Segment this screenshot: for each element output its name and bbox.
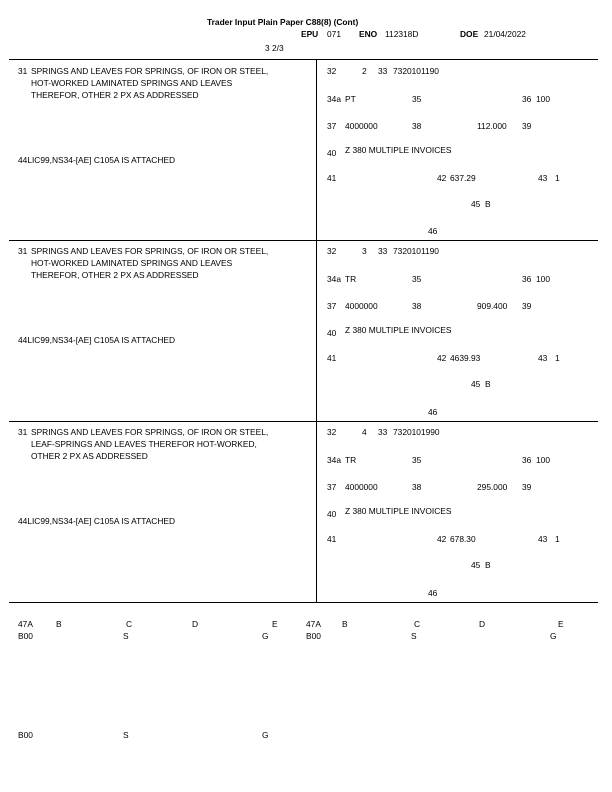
box38-label: 38 xyxy=(412,482,422,492)
box41-label: 41 xyxy=(327,534,337,544)
box34a-label: 34a xyxy=(327,455,341,465)
item-number: 2 xyxy=(362,66,367,76)
box31-label: 31 xyxy=(18,427,28,437)
mop-cell: S xyxy=(123,730,129,740)
box32-label: 32 xyxy=(327,427,337,437)
box47a-label: 47A xyxy=(18,619,33,629)
box42-label: 42 xyxy=(437,353,447,363)
box46-label: 46 xyxy=(428,407,438,417)
tax-type-cell: B00 xyxy=(18,631,33,641)
item-price: 637.29 xyxy=(450,173,476,183)
box38-label: 38 xyxy=(412,121,422,131)
box42-label: 42 xyxy=(437,173,447,183)
box45-label: 45 xyxy=(471,560,481,570)
commodity-code: 7320101190 xyxy=(393,66,439,76)
box45-value: B xyxy=(485,560,491,570)
box34a-label: 34a xyxy=(327,94,341,104)
box38-label: 38 xyxy=(412,301,422,311)
mop-cell: S xyxy=(123,631,129,641)
previous-document: Z 380 MULTIPLE INVOICES xyxy=(345,145,452,155)
box46-label: 46 xyxy=(428,588,438,598)
box31-label: 31 xyxy=(18,66,28,76)
box32-label: 32 xyxy=(327,66,337,76)
procedure-code: 4000000 xyxy=(345,121,378,131)
net-mass: 909.400 xyxy=(477,301,508,311)
col-e-header: E xyxy=(272,619,278,629)
box46-label: 46 xyxy=(428,226,438,236)
box39-label: 39 xyxy=(522,301,532,311)
box33-label: 33 xyxy=(378,427,388,437)
epu-label: EPU xyxy=(301,29,319,39)
box42-label: 42 xyxy=(437,534,447,544)
country-of-origin: TR xyxy=(345,274,357,284)
goods-description-line: SPRINGS AND LEAVES FOR SPRINGS, OF IRON OR STEEL, xyxy=(31,246,269,256)
previous-document: Z 380 MULTIPLE INVOICES xyxy=(345,325,452,335)
eno-value: 112318D xyxy=(385,29,419,39)
box45-value: B xyxy=(485,379,491,389)
box36-value: 100 xyxy=(536,274,550,284)
box44-additional-info: 44LIC99,NS34-[AE] C105A IS ATTACHED xyxy=(18,335,176,345)
item-price: 4639.93 xyxy=(450,353,481,363)
goods-description-line: HOT-WORKED LAMINATED SPRINGS AND LEAVES xyxy=(31,258,233,268)
box43-label: 43 xyxy=(538,534,548,544)
item-divider xyxy=(316,59,317,241)
box43-label: 43 xyxy=(538,353,548,363)
form-title: Trader Input Plain Paper C88(8) (Cont) xyxy=(207,17,359,27)
mop-code-cell: G xyxy=(550,631,557,641)
goods-description-line: OTHER 2 PX AS ADDRESSED xyxy=(31,451,148,461)
item-separator xyxy=(9,421,598,422)
tax-type-cell: B00 xyxy=(306,631,321,641)
goods-description-line: THEREFOR, OTHER 2 PX AS ADDRESSED xyxy=(31,270,199,280)
net-mass: 295.000 xyxy=(477,482,508,492)
commodity-code: 7320101190 xyxy=(393,246,439,256)
epu-value: 071 xyxy=(327,29,341,39)
box32-label: 32 xyxy=(327,246,337,256)
goods-description-line: SPRINGS AND LEAVES FOR SPRINGS, OF IRON OR STEEL, xyxy=(31,427,269,437)
box47a-label: 47A xyxy=(306,619,321,629)
box37-label: 37 xyxy=(327,482,337,492)
box33-label: 33 xyxy=(378,246,388,256)
col-c-header: C xyxy=(126,619,133,629)
item-price: 678.30 xyxy=(450,534,476,544)
box37-label: 37 xyxy=(327,121,337,131)
box43-value: 1 xyxy=(555,353,560,363)
goods-description-line: HOT-WORKED LAMINATED SPRINGS AND LEAVES xyxy=(31,78,233,88)
goods-description-line: LEAF-SPRINGS AND LEAVES THEREFOR HOT-WORKED, xyxy=(31,439,257,449)
box39-label: 39 xyxy=(522,482,532,492)
box45-label: 45 xyxy=(471,379,481,389)
country-of-origin: PT xyxy=(345,94,356,104)
col-b-header: B xyxy=(56,619,62,629)
box37-label: 37 xyxy=(327,301,337,311)
goods-description-line: THEREFOR, OTHER 2 PX AS ADDRESSED xyxy=(31,90,199,100)
box45-value: B xyxy=(485,199,491,209)
box35-label: 35 xyxy=(412,455,422,465)
col-b-header: B xyxy=(342,619,348,629)
box36-label: 36 xyxy=(522,274,532,284)
box43-value: 1 xyxy=(555,534,560,544)
box43-value: 1 xyxy=(555,173,560,183)
box36-label: 36 xyxy=(522,94,532,104)
col-c-header: C xyxy=(414,619,421,629)
box40-label: 40 xyxy=(327,509,337,519)
item-number: 3 xyxy=(362,246,367,256)
item-divider xyxy=(316,240,317,421)
doe-value: 21/04/2022 xyxy=(484,29,526,39)
eno-label: ENO xyxy=(359,29,378,39)
box40-label: 40 xyxy=(327,328,337,338)
box43-label: 43 xyxy=(538,173,548,183)
footer-separator xyxy=(9,602,598,603)
box35-label: 35 xyxy=(412,274,422,284)
doe-label: DOE xyxy=(460,29,479,39)
item-number: 4 xyxy=(362,427,367,437)
box44-additional-info: 44LIC99,NS34-[AE] C105A IS ATTACHED xyxy=(18,516,176,526)
mop-cell: S xyxy=(411,631,417,641)
mop-code-cell: G xyxy=(262,730,269,740)
box44-additional-info: 44LIC99,NS34-[AE] C105A IS ATTACHED xyxy=(18,155,176,165)
item-separator xyxy=(9,240,598,241)
item-divider xyxy=(316,421,317,602)
procedure-code: 4000000 xyxy=(345,301,378,311)
commodity-code: 7320101990 xyxy=(393,427,440,437)
box36-label: 36 xyxy=(522,455,532,465)
box31-label: 31 xyxy=(18,246,28,256)
col-e-header: E xyxy=(558,619,564,629)
net-mass: 112.000 xyxy=(477,121,507,131)
box36-value: 100 xyxy=(536,94,550,104)
page-reference: 3 2/3 xyxy=(265,43,284,53)
box40-label: 40 xyxy=(327,148,337,158)
col-d-header: D xyxy=(479,619,486,629)
box39-label: 39 xyxy=(522,121,532,131)
goods-description-line: SPRINGS AND LEAVES FOR SPRINGS, OF IRON OR STEEL, xyxy=(31,66,269,76)
previous-document: Z 380 MULTIPLE INVOICES xyxy=(345,506,452,516)
mop-code-cell: G xyxy=(262,631,269,641)
col-d-header: D xyxy=(192,619,199,629)
header-divider xyxy=(9,59,598,60)
box41-label: 41 xyxy=(327,353,337,363)
box35-label: 35 xyxy=(412,94,422,104)
tax-type-cell: B00 xyxy=(18,730,33,740)
box34a-label: 34a xyxy=(327,274,341,284)
procedure-code: 4000000 xyxy=(345,482,378,492)
box41-label: 41 xyxy=(327,173,337,183)
box45-label: 45 xyxy=(471,199,481,209)
box36-value: 100 xyxy=(536,455,550,465)
country-of-origin: TR xyxy=(345,455,357,465)
box33-label: 33 xyxy=(378,66,388,76)
